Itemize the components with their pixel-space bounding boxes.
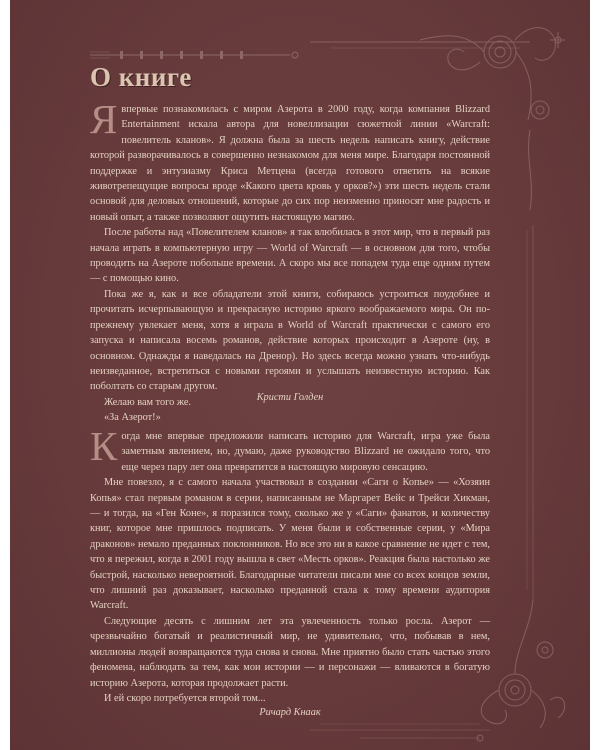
drop-cap: Я [90, 96, 118, 142]
foreword-section-knaak [90, 423, 490, 706]
author-signature: Ричард Кнаак [259, 707, 321, 718]
paragraph: «За Азерот!» [104, 412, 161, 424]
paragraph: Следующие десять с лишним лет эта увлеченность только росла. Азерот — чрезвычайно богатый и реалистичный мир, не удивительно, что, побывав в нем, миллионы людей возвращаются туда снова и снова. Мне приятно было стать частью этого феномена, наблюдать за тем, как мои истории — и персонажи — вливаются в богатую историю Азерота, которая продолжает расти. [90, 615, 490, 689]
paragraph: После работы над «Повелителем кланов» я так влюбилась в этот мир, что в первый раз начала играть в компьютерную игру — World of Warcraft — в основном для того, чтобы проводить на Азероте побольше времени. А скоро мы все попадем туда еще одним путем — с помощью кино. [90, 227, 490, 285]
book-page [10, 0, 590, 750]
paragraph: Пока же я, как и все обладатели этой книги, собираюсь устроиться поудобнее и прочитать исчерпывающую и прекрасную историю яркого воображаемого мира. Он по-прежнему увлекает меня, хотя я играла в World of Warcraft практически с самого его запуска и написала восемь романов, действие которых происходит в Азероте (ну, в основном. Однажды я наведалась на Дренор). Но здесь всегда можно узнать что-нибудь неизведанное, встретиться с новыми героями и услышать неизвестную историю. Как поболтать со старым другом. [90, 288, 490, 393]
paragraph: Желаю вам того же. [104, 396, 191, 408]
foreword-section-golden [90, 96, 490, 426]
paragraph: Мне повезло, я с самого начала участвовал в создании «Саги о Копье» — «Хозяин Копья» стал первым романом в серии, написанным не Маргарет Вейс и Трейси Хикман, — и тогда, на «Ген Коне», я поразился тому, сколько же у «Саги» фанатов, и количеству книг, которое мне пришлось подписать. У меня были и собственные серии, у «Мира драконов» немало преданных поклонников. Но все это ни в какое сравнение не идет с тем, что я пережил, когда в 2001 году вышла в свет «Месть орков». Реакция была настолько же быстрой, насколько невероятной. Благодарные читатели писали мне со всех концов земли, что лишний раз доказывает, насколько преданной стала к тому времени аудитория Warcraft. [90, 477, 490, 612]
drop-cap: К [90, 423, 118, 469]
author-signature: Кристи Голден [256, 392, 324, 403]
title-ornament-rule [90, 50, 350, 60]
page-title: О книге [90, 62, 192, 92]
paragraph: И ей скоро потребуется второй том... [104, 692, 266, 704]
paragraph: Явпервые познакомилась с миром Азерота в 2000 году, когда компания Blizzard Entertainment искала автора для новеллизации сюжетной линии «Warcraft: повелитель кланов». Я должна была за шесть недель написать книгу, действие которой разворачивалось в совершенно незнакомом для меня мире. Благодаря постоянной поддержке и энтузиазму Криса Метцена (всегда готового ответить на всякие животрепещущие вопросы вроде «Какого цвета кровь у орков?») эти шесть недель стали основой для деловых отношений, которые до сих пор неизменно приносят мне радость и новый опыт, а также позволяют ощутить настоящую магию. [90, 96, 490, 223]
paragraph: Когда мне впервые предложили написать историю для Warcraft, игра уже была заметным явлением, но, думаю, даже руководство Blizzard не ожидало того, что еще через пару лет она превратится в настоящую мировую сенсацию. [90, 423, 490, 473]
